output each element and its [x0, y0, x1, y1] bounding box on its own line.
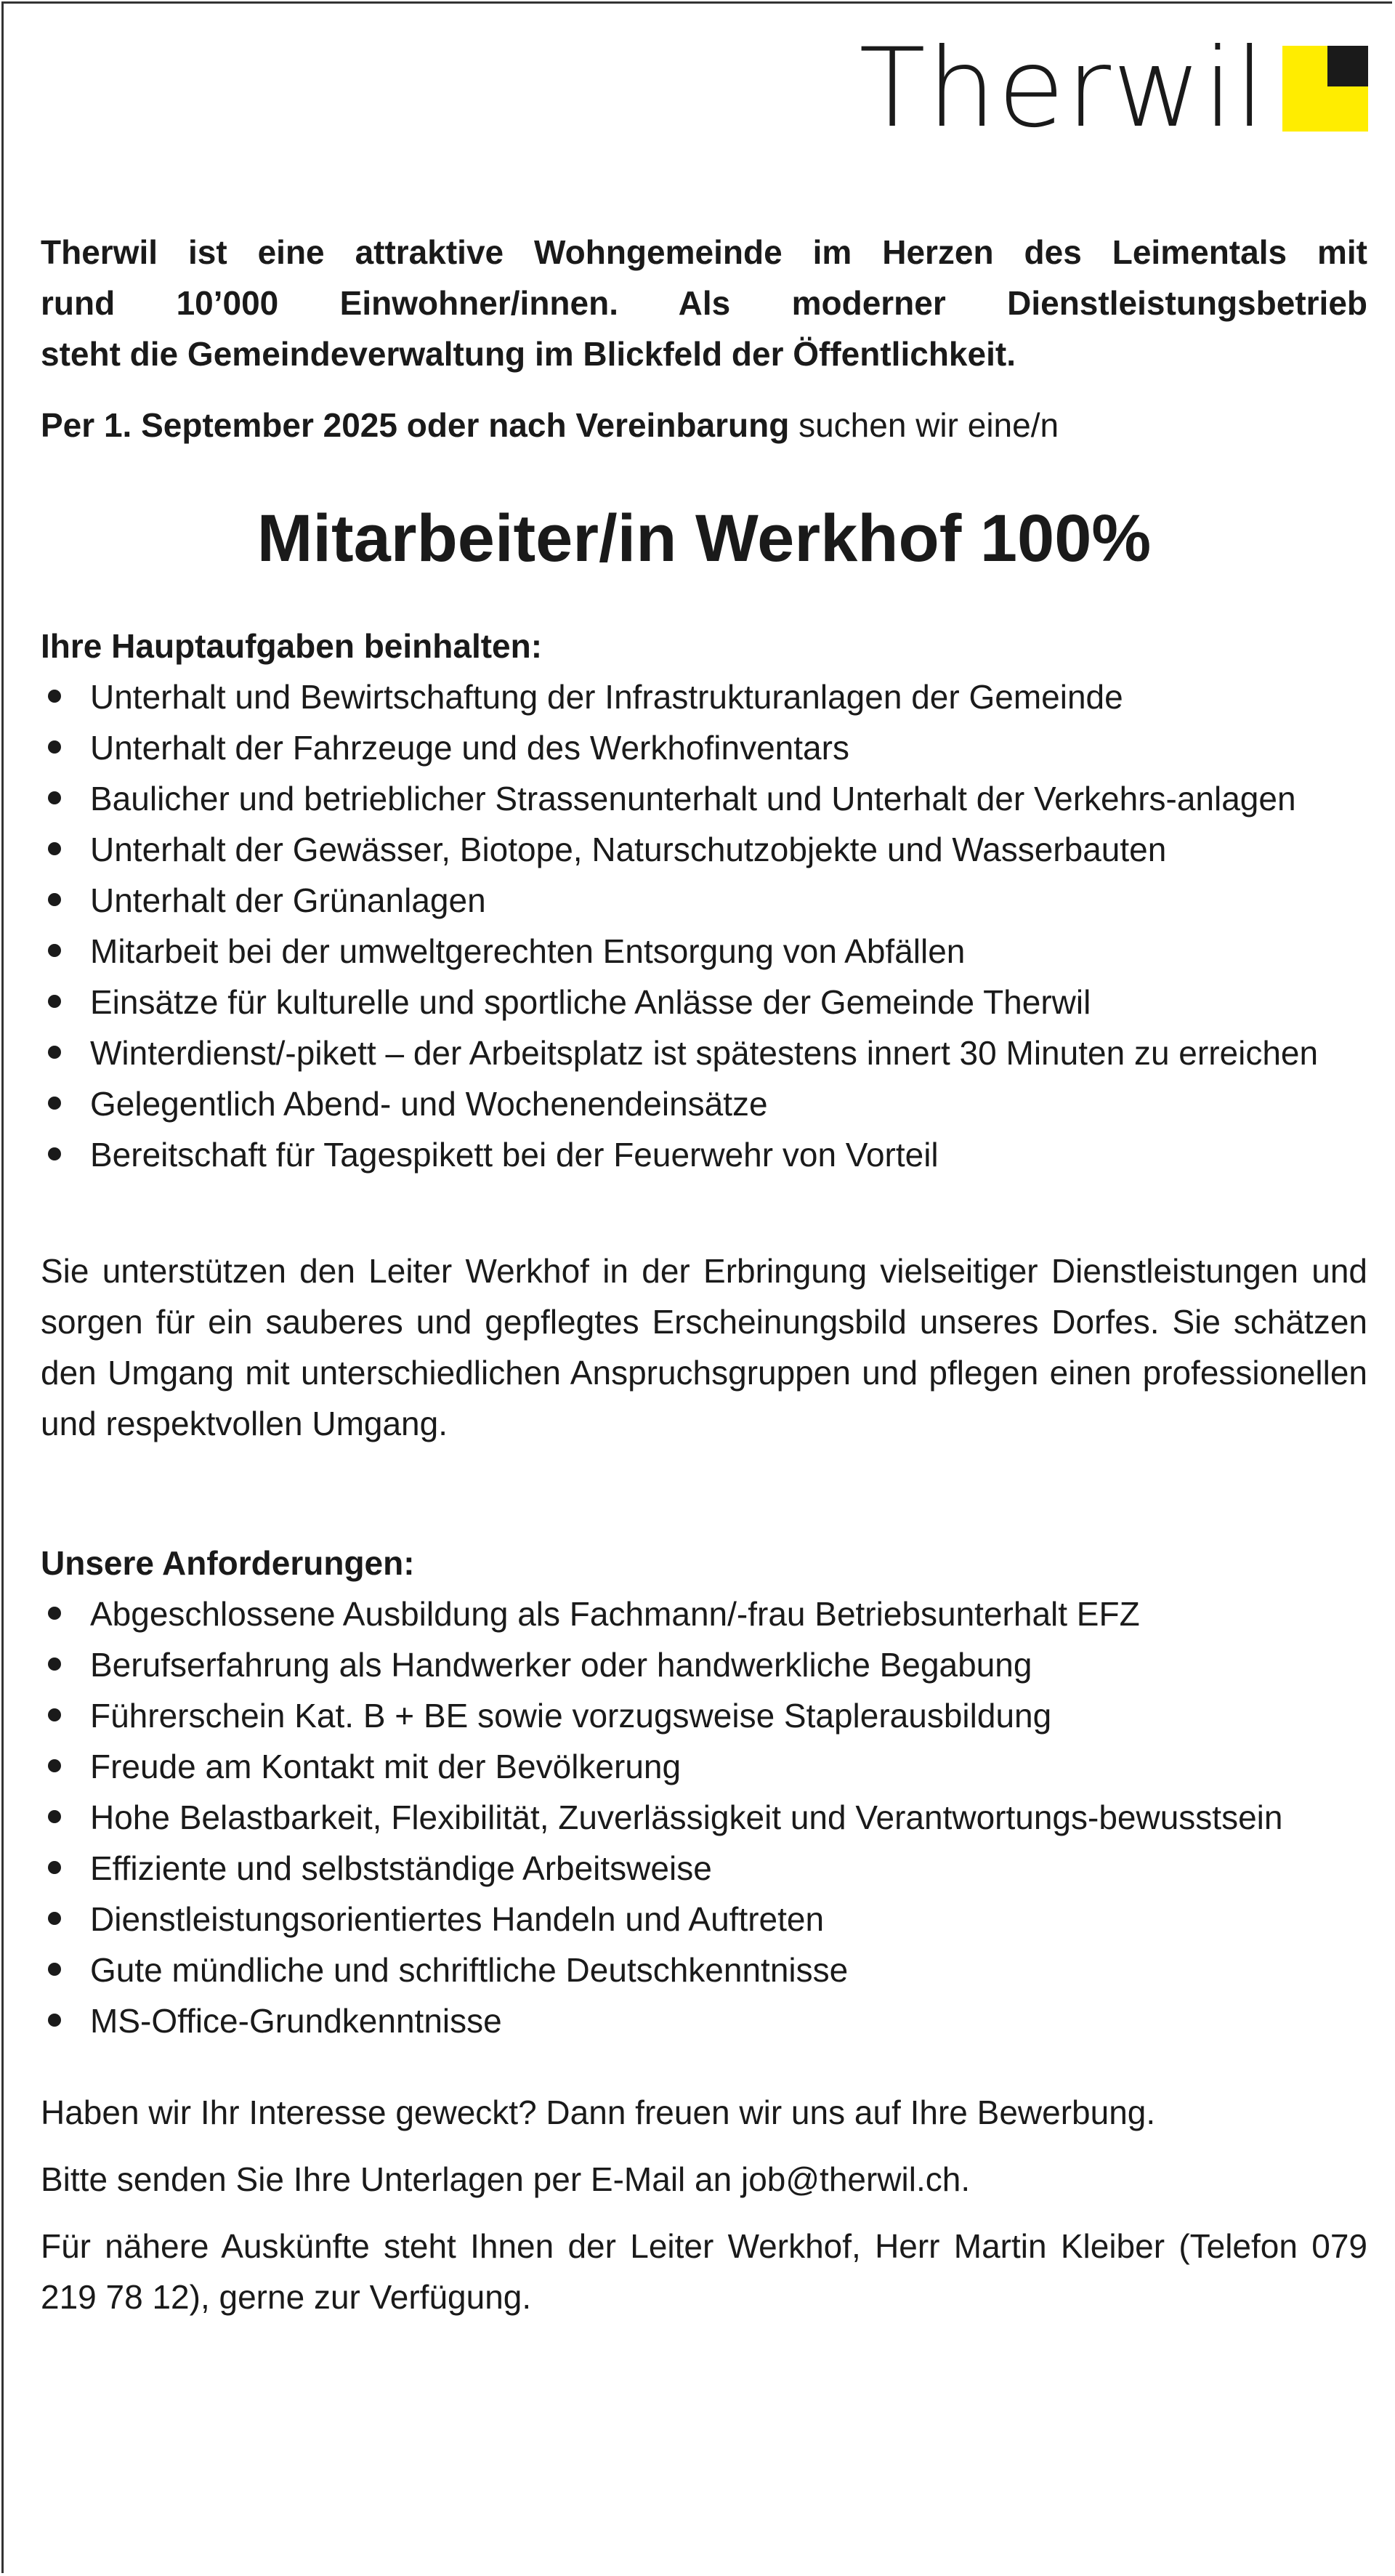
requirements-heading: Unsere Anforderungen: — [41, 1544, 415, 1582]
bullet-icon — [48, 1097, 61, 1110]
bullet-icon — [48, 1046, 61, 1059]
send-application-text: Bitte senden Sie Ihre Unterlagen per E-Mail an job@therwil.ch. — [41, 2160, 971, 2198]
list-item: Hohe Belastbarkeit, Flexibilität, Zuverlässigkeit und Verantwortungs-bewusstsein — [41, 1792, 1367, 1843]
start-date-bold: Per 1. September 2025 oder nach Vereinbarung — [41, 406, 790, 444]
list-item: Effiziente und selbstständige Arbeitsweise — [41, 1843, 1367, 1894]
list-item: Unterhalt der Gewässer, Biotope, Naturschutzobjekte und Wasserbauten — [41, 824, 1367, 875]
job-advert — [41, 227, 1367, 2322]
list-item: MS-Office-Grundkenntnisse — [41, 1995, 1367, 2046]
job-title: Mitarbeiter/in Werkhof 100% — [256, 501, 1152, 576]
bullet-icon — [48, 1759, 61, 1772]
bullet-icon — [48, 1708, 61, 1721]
bullet-icon — [48, 893, 61, 906]
bullet-icon — [48, 1963, 61, 1976]
bullet-icon — [48, 842, 61, 855]
list-item: Unterhalt der Fahrzeuge und des Werkhofinventars — [41, 722, 1367, 773]
logo-wordmark: Therwil — [859, 25, 1266, 152]
list-item: Unterhalt und Bewirtschaftung der Infrastrukturanlagen der Gemeinde — [41, 671, 1367, 722]
list-item: Baulicher und betrieblicher Strassenunterhalt und Unterhalt der Verkehrs-anlagen — [41, 773, 1367, 824]
tasks-list — [41, 671, 1367, 1180]
bullet-icon — [48, 1658, 61, 1671]
intro-line: Therwil ist eine attraktive Wohngemeinde im Herzen des Leimentals mit — [41, 233, 1367, 271]
intro-line: steht die Gemeindeverwaltung im Blickfeld der Öffentlichkeit. — [41, 335, 1016, 373]
list-item: Winterdienst/-pikett – der Arbeitsplatz ist spätestens innert 30 Minuten zu erreichen — [41, 1027, 1367, 1078]
list-item: Bereitschaft für Tagespikett bei der Feuerwehr von Vorteil — [41, 1129, 1367, 1180]
bullet-icon — [48, 944, 61, 957]
list-item: Freude am Kontakt mit der Bevölkerung — [41, 1741, 1367, 1792]
bullet-icon — [48, 1607, 61, 1620]
therwil-logo — [859, 25, 1368, 152]
list-item: Abgeschlossene Ausbildung als Fachmann/-frau Betriebsunterhalt EFZ — [41, 1588, 1367, 1639]
list-item: Gute mündliche und schriftliche Deutschkenntnisse — [41, 1945, 1367, 1995]
requirements-list — [41, 1588, 1367, 2046]
bullet-icon — [48, 1912, 61, 1925]
list-item: Einsätze für kulturelle und sportliche Anlässe der Gemeinde Therwil — [41, 977, 1367, 1027]
contact-text: Für nähere Auskünfte steht Ihnen der Leiter Werkhof, Herr Martin Kleiber (Telefon 079 219 78 12), gerne zur Verfügung. — [41, 2227, 1367, 2316]
bullet-icon — [48, 2014, 61, 2027]
list-item: Berufserfahrung als Handwerker oder handwerkliche Begabung — [41, 1639, 1367, 1690]
interest-text: Haben wir Ihr Interesse geweckt? Dann freuen wir uns auf Ihre Bewerbung. — [41, 2093, 1156, 2131]
bullet-icon — [48, 1861, 61, 1874]
logo-mark-black-square — [1327, 46, 1368, 86]
bullet-icon — [48, 995, 61, 1008]
bullet-icon — [48, 740, 61, 754]
list-item: Mitarbeit bei der umweltgerechten Entsorgung von Abfällen — [41, 926, 1367, 977]
intro-line: rund 10’000 Einwohner/innen. Als moderner Dienstleistungsbetrieb — [41, 284, 1367, 322]
list-item: Gelegentlich Abend- und Wochenendeinsätze — [41, 1078, 1367, 1129]
list-item: Dienstleistungsorientiertes Handeln und Auftreten — [41, 1894, 1367, 1945]
logo-mark — [1282, 46, 1368, 132]
start-date-line — [41, 400, 1367, 451]
description-paragraph: Sie unterstützen den Leiter Werkhof in der Erbringung vielseitiger Dienstleistungen und sorgen für ein sauberes und gepflegtes Erscheinungsbild unseres Dorfes. Sie schätzen den Umgang mit unterschiedlichen Anspruchsgruppen und pflegen einen professionellen und respektvollen Umgang. — [41, 1252, 1367, 1442]
intro-paragraph — [41, 227, 1367, 379]
tasks-heading: Ihre Hauptaufgaben beinhalten: — [41, 627, 543, 665]
list-item: Führerschein Kat. B + BE sowie vorzugsweise Staplerausbildung — [41, 1690, 1367, 1741]
list-item: Unterhalt der Grünanlagen — [41, 875, 1367, 926]
bullet-icon — [48, 1147, 61, 1160]
start-date-rest: suchen wir eine/n — [789, 406, 1059, 444]
bullet-icon — [48, 791, 61, 804]
bullet-icon — [48, 690, 61, 703]
bullet-icon — [48, 1810, 61, 1823]
